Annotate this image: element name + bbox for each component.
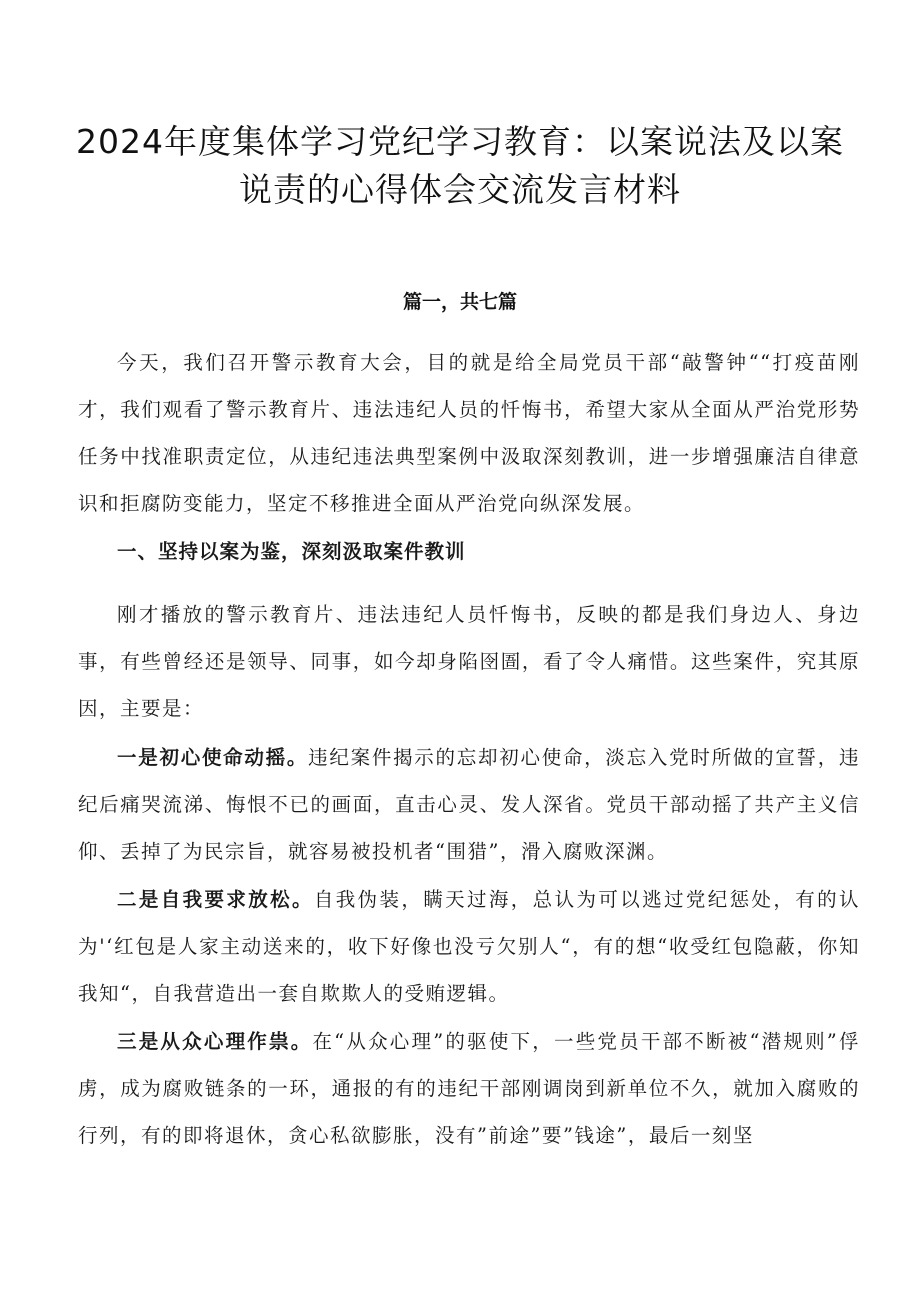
paragraph-2: 刚才播放的警示教育片、违法违纪人员忏悔书，反映的都是我们身边人、身边事，有些曾经还是领导、同事，如今却身陷囹圄，看了令人痛惜。这些案件，究其原因，主要是：	[78, 603, 860, 720]
point-1-body: 违纪案件揭示的忘却初心使命，淡忘入党时所做的宣誓，违纪后痛哭流涕、悔恨不已的画面，直击心灵、发人深省。党员干部动摇了共产主义信仰、丢掉了为民宗旨，就容易被投机者“围猎”，滑入腐败深渊。	[78, 746, 860, 863]
intro-paragraph: 今天，我们召开警示教育大会，目的就是给全局党员干部“敲警钟““打疫苗刚才，我们观看了警示教育片、违法违纪人员的忏悔书，希望大家从全面从严治党形势任务中找准职责定位，从违纪违法典型案例中汲取深刻教训，进一步增强廉洁自律意识和拒腐防变能力，坚定不移推进全面从严治党向纵深发展。	[78, 351, 860, 515]
point-3-body: 在“从众心理”的驱使下，一些党员干部不断被“潜规则”俘虏，成为腐败链条的一环，通报的有的违纪干部刚调岗到新单位不久，就加入腐败的行列，有的即将退休，贪心私欲膨胀，没有”前途”要”钱途”，最后一刻坚	[78, 1030, 860, 1147]
point-2-paragraph	[78, 876, 860, 1017]
point-3-paragraph	[78, 1018, 860, 1159]
section-heading: 篇一，共七篇	[402, 291, 517, 313]
point-3-lead: 三是从众心理作祟。	[117, 1030, 313, 1053]
point-2-lead: 二是自我要求放松。	[117, 888, 314, 911]
document-title: 2024年度集体学习党纪学习教育：以案说法及以案说责的心得体会交流发言材料	[76, 122, 844, 209]
point-2-body: 自我伪装，瞒天过海，总认为可以逃过党纪惩处，有的认为'‘红包是人家主动送来的，收下好像也没亏欠别人“，有的想“收受红包隐蔽，你知我知“，自我营造出一套自欺欺人的受贿逻辑。	[78, 888, 860, 1005]
subheading-1: 一、坚持以案为鉴，深刻汲取案件教训	[117, 540, 466, 563]
point-1-paragraph	[78, 734, 860, 875]
point-1-lead: 一是初心使命动摇。	[117, 746, 309, 769]
